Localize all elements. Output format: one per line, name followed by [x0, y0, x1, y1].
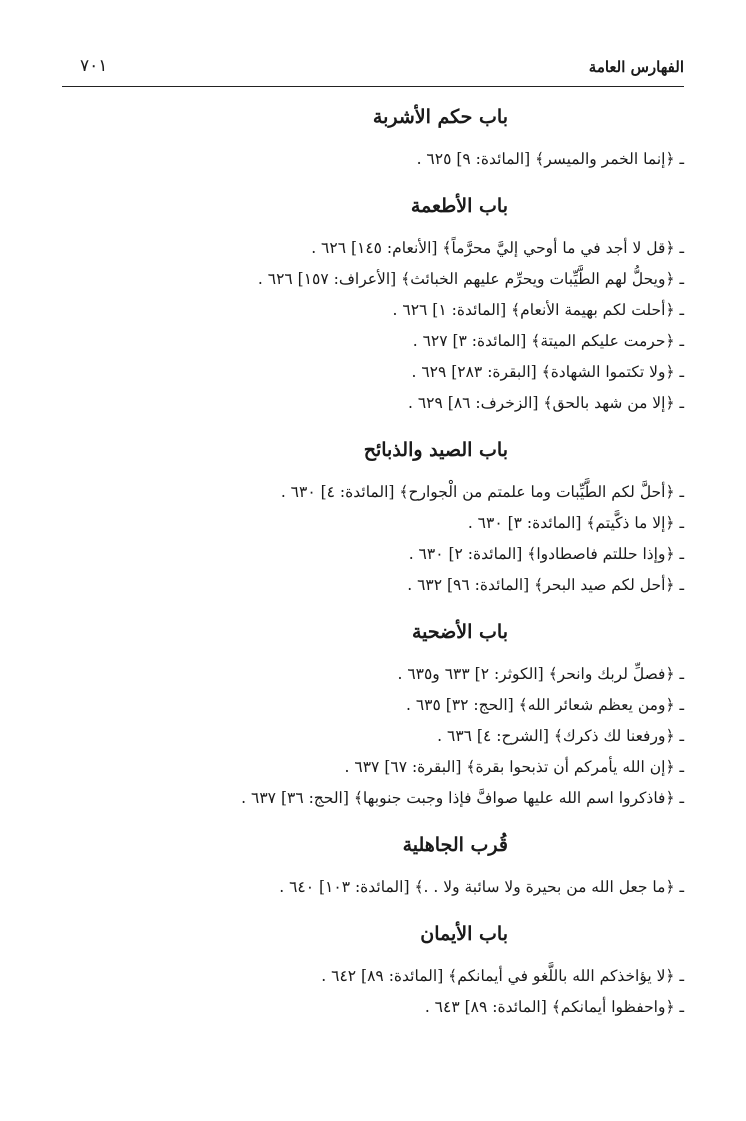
- section-title: قُرب الجاهلية: [402, 834, 508, 856]
- section-foods: [40, 193, 684, 419]
- section-title: باب الأضحية: [411, 621, 508, 643]
- index-entry: ـ ﴿إنما الخمر والميسر﴾ [المائدة: ٩] ٦٢٥ .: [416, 150, 684, 168]
- page-number: ٧٠١: [80, 56, 108, 76]
- section-sacrifice: [40, 619, 684, 814]
- index-entry: ـ ﴿لا يؤاخذكم الله باللَّغو في أيمانكم﴾ [المائدة: ٨٩] ٦٤٢ .: [321, 967, 684, 985]
- section-drinks: [40, 104, 684, 175]
- index-entry: ـ ﴿قل لا أجد في ما أوحي إليَّ محرَّماً﴾ [الأنعام: ١٤٥] ٦٢٦ .: [311, 239, 684, 257]
- index-entry: ـ ﴿ولا تكتموا الشهادة﴾ [البقرة: ٢٨٣] ٦٢٩ .: [411, 363, 684, 381]
- index-entry: ـ ﴿ويحلُّ لهم الطَّيِّبات ويحرِّم عليهم الخبائث﴾ [الأعراف: ١٥٧] ٦٢٦ .: [257, 270, 684, 288]
- index-entry: ـ ﴿إلا ما ذكَّيتم﴾ [المائدة: ٣] ٦٣٠ .: [467, 514, 684, 532]
- index-entry: ـ ﴿حرمت عليكم الميتة﴾ [المائدة: ٣] ٦٢٧ .: [412, 332, 684, 350]
- index-entry: ـ ﴿واحفظوا أيمانكم﴾ [المائدة: ٨٩] ٦٤٣ .: [424, 998, 684, 1016]
- index-entry: ـ ﴿ورفعنا لك ذكرك﴾ [الشرح: ٤] ٦٣٦ .: [437, 727, 684, 745]
- index-entry: ـ ﴿أحل لكم صيد البحر﴾ [المائدة: ٩٦] ٦٣٢ .: [407, 576, 684, 594]
- index-entry: ـ ﴿إن الله يأمركم أن تذبحوا بقرة﴾ [البقرة: ٦٧] ٦٣٧ .: [344, 758, 684, 776]
- index-entry: ـ ﴿ما جعل الله من بحيرة ولا سائبة ولا . .﴾ [المائدة: ١٠٣] ٦٤٠ .: [279, 878, 684, 896]
- index-entry: ـ ﴿أحلت لكم بهيمة الأنعام﴾ [المائدة: ١] ٦٢٦ .: [392, 301, 684, 319]
- index-content: [40, 104, 684, 1023]
- page-header: [62, 56, 684, 87]
- section-title: باب الأطعمة: [410, 195, 508, 217]
- section-hunting: [40, 437, 684, 601]
- section-title: باب الأيمان: [420, 923, 508, 945]
- index-entry: ـ ﴿وإذا حللتم فاصطادوا﴾ [المائدة: ٢] ٦٣٠ .: [408, 545, 684, 563]
- section-title: باب حكم الأشربة: [372, 106, 508, 128]
- index-entry: ـ ﴿فصلِّ لربك وانحر﴾ [الكوثر: ٢] ٦٣٣ و٦٣٥ .: [397, 665, 684, 683]
- section-oaths: [40, 921, 684, 1023]
- index-entry: ـ ﴿إلا من شهد بالحق﴾ [الزخرف: ٨٦] ٦٢٩ .: [407, 394, 684, 412]
- running-header-title: الفهارس العامة: [588, 58, 684, 76]
- index-entry: ـ ﴿أحلَّ لكم الطَّيِّبات وما علمتم من الْجوارح﴾ [المائدة: ٤] ٦٣٠ .: [280, 483, 684, 501]
- index-entry: ـ ﴿ومن يعظم شعائر الله﴾ [الحج: ٣٢] ٦٣٥ .: [406, 696, 684, 714]
- index-entry: ـ ﴿فاذكروا اسم الله عليها صوافَّ فإذا وجبت جنوبها﴾ [الحج: ٣٦] ٦٣٧ .: [241, 789, 684, 807]
- section-jahiliyya: [40, 832, 684, 903]
- section-title: باب الصيد والذبائح: [363, 439, 508, 461]
